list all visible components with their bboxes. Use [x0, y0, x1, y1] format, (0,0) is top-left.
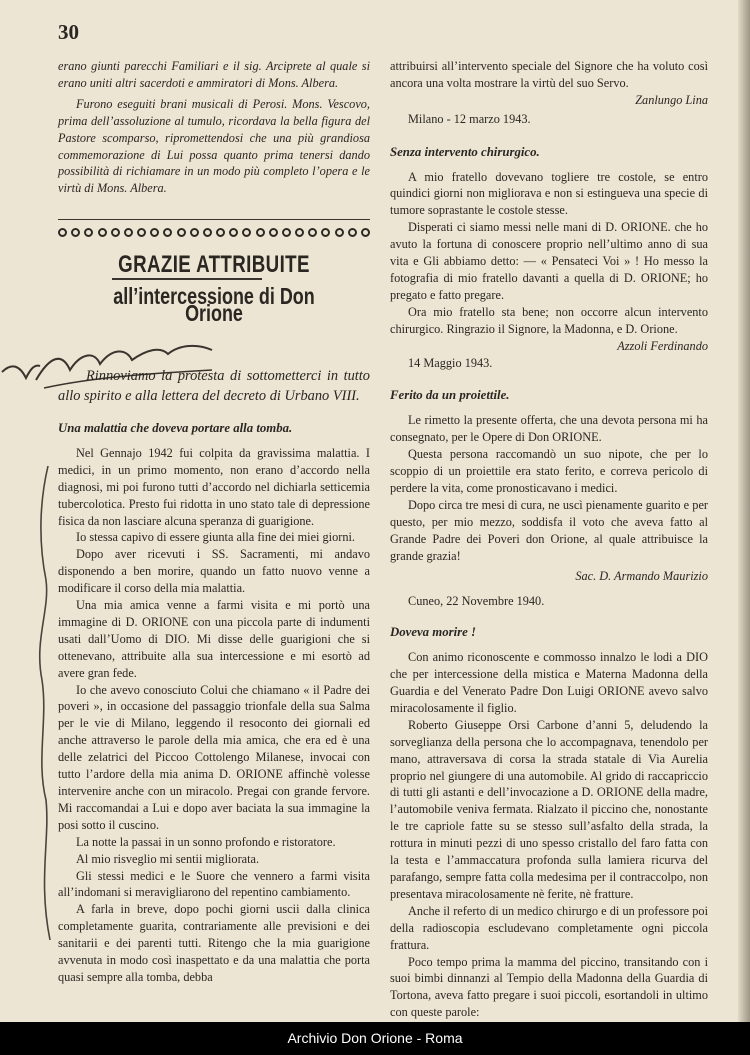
left-column	[58, 58, 370, 986]
paragraph: Con animo riconoscente e commosso innalzo le lodi a DIO che per intercessione della mistica e Materna Madonna della Guardia e del Venerato Padre Don Luigi ORIONE avevo salvo miracolosamente il figlio.	[390, 650, 708, 715]
section-title: Doveva morire !	[390, 625, 477, 640]
section-divider	[58, 219, 370, 220]
paragraph: Nel Gennajo 1942 fui colpita da gravissima malattia. I medici, in un primo momento, non erano d’accordo nella diagnosi, mi poi furono tutti d’accordo nel dichiarla setticemia tubercolotica. Presto fui ridotta in uno stato tale di depressione fisica da non lasciare alcuna speranza di guarigione.	[58, 445, 370, 528]
paragraph: Roberto Giuseppe Orsi Carbone d’anni 5, deludendo la sorveglianza della persona che lo accompagnava, tenendolo per mano, attraversava di corsa la strada statale di Via Aurelia proprio nel giungere di una automobile. Al grido di raccapriccio di tutti gli astanti e dell’invocazione a D. ORIONE della madre, l’automobile veniva fermata. Rialzato il piccino che, nonostante le tre capriole fatte su se stesso sull’asfalto della strada, la rottura in minuti pezzi di uno spesso cristallo del faro fatta con la testa e l’ammaccatura profonda sulla lamiera ricurva del parafango, sempre fatta colla medesima per il contraccolpo, non presentava miracolosamente nè ferite, nè fratture.	[390, 717, 708, 901]
margin-pencil-line-icon	[20, 460, 60, 960]
section-title: Senza intervento chirurgico.	[390, 144, 540, 159]
paragraph: Questa persona raccomandò un suo nipote, che per lo scoppio di un proiettile era stato ferito, e correva pericolo di perdere la vita, come pronosticavano i medici.	[390, 447, 708, 495]
right-column	[390, 58, 708, 1021]
paragraph: La notte la passai in un sonno profondo e ristoratore.	[76, 834, 336, 849]
paragraph: Anche il referto di un medico chirurgo e di un professore poi della radioscopia escludevano completamente ogni piccola frattura.	[390, 903, 708, 952]
intro-paragraph: erano giunti parecchi Familiari e il sig. Arciprete al quale si erano uniti altri sacerdoti e ammiratori di Mons. Albera.	[58, 59, 370, 90]
signature: Zanlungo Lina	[635, 92, 708, 107]
header-subtitle: all’intercessione di Don Orione	[113, 283, 315, 327]
paragraph: Dopo circa tre mesi di cura, ne uscì pienamente guarito e per questo, per mio mezzo, soddisfa il voto che aveva fatto al Grande Padre dei Poveri don Orione, al quale attribuisce la grande grazia!	[390, 497, 708, 563]
title-underline	[112, 278, 262, 280]
signature: Sac. D. Armando Maurizio	[575, 569, 708, 584]
paragraph: A farla in breve, dopo pochi giorni uscii dalla clinica completamente guarita, contrariamente alle previsioni e dei sanitarii e dei parenti tutti. Ritengo che la mia guarigione avvenuta in modo così inaspettato e da una malattia che porta quasi sempre alla tomba, debba	[58, 902, 370, 984]
ornamental-border	[58, 228, 370, 237]
dateline: 14 Maggio 1943.	[408, 355, 493, 370]
paragraph: Una mia amica venne a farmi visita e mi portò una immagine di D. ORIONE con una piccola parte di indumenti usati dall’Uomo di DIO. Mi disse delle guarigioni che si ottenevano, attribuite alla sua intercessione e mi esortò ad avere gran fede.	[58, 598, 370, 680]
section-title: Una malattia che doveva portare alla tomba.	[58, 420, 293, 435]
header-title: GRAZIE ATTRIBUITE	[118, 251, 310, 279]
paragraph: Le rimetto la presente offerta, che una devota persona mi ha consegnato, per le Opere di Don ORIONE.	[390, 413, 708, 445]
paragraph: A mio fratello dovevano togliere tre costole, se entro quindici giorni non miglioravа e non si estingueva una specie di tumore soprastante le costole stesse.	[390, 169, 708, 218]
page-edge	[738, 0, 750, 1055]
dateline: Cuneo, 22 Novembre 1940.	[408, 594, 545, 609]
paragraph: Ora mio fratello sta bene; non occorre alcun intervento chirurgico. Ringrazio il Signore, la Madonna, e D. Orione.	[390, 304, 708, 336]
intro-paragraph: Furono eseguiti brani musicali di Perosi. Mons. Vescovo, prima dell’assoluzione al tumulo, ricordava la bella figura del Pastore scomparso, ripromettendosi che una più grandiosa commemorazione di Lui possa quanto prima tenersi dando possibilità di richiamare in un modo più completo l’opera e le virtù di Mons. Albera.	[58, 96, 370, 196]
paragraph: Io stessa capivo di essere giunta alla fine dei miei giorni.	[76, 530, 355, 545]
archive-footer: Archivio Don Orione - Roma	[0, 1022, 750, 1055]
paragraph: Al mio risveglio mi sentii migliorata.	[76, 851, 260, 866]
dateline: Milano - 12 marzo 1943.	[408, 111, 531, 126]
section-title: Ferito da un proiettile.	[390, 388, 510, 403]
page-number: 30	[58, 20, 79, 44]
paragraph: Gli stessi medici e le Suore che vennero a farmi visita all’indomani si meravigliarono del repentino cambiamento.	[58, 868, 370, 900]
signature: Azzoli Ferdinando	[617, 338, 708, 353]
protest-statement: Rinnoviamo la protesta di sottometterci in tutto allo spirito e alla lettera del decreto di Urbano VIII.	[58, 367, 370, 404]
paragraph: Disperati ci siamo messi nelle mani di D. ORIONE. che ho avuto la fortuna di conoscere proprio nell’ultimo anno di sua vita e Gli abbiamo detto: — « Pensateci Voi » ! Ho messo la fotografia di mio fratello davanti a quella di D. ORIONE; ho pregato e fatto pregare.	[390, 220, 708, 302]
paragraph: Io che avevo conosciuto Colui che chiamano « il Padre dei poveri », in occasione del passaggio trionfale della sua Salma per le vie di Milano, leggendo il resoconto dei giornali ed anche attraverso le parole della mia amica, che era ed è una delle zelatrici del Piccoo Cottolengo Milanese, invocai con tutto l’ardore della mia anima D. ORIONE affinchè volesse intervenire anche con un miracolo. Pregai con grande fervore. Mi raccomandai a Lui e dopo aver baciata la sua immagine la posi sotto il cuscino.	[58, 682, 370, 832]
paragraph: attribuirsi all’intervento speciale del Signore che ha voluto così ancora una volta mostrare la virtù del suo Servo.	[390, 59, 708, 90]
paragraph: Dopo aver ricevuti i SS. Sacramenti, mi andavo disponendo a ben morire, quando un fatto nuovo venne a modificare il corso della mia malattia.	[58, 547, 370, 596]
paragraph: Poco tempo prima la mamma del piccino, transitando con i suoi bimbi dinnanzi al Tempio della Madonna della Guardia di Tortona, aveva fatto pregare i suoi piccoli, esortandoli in ultimo con queste parole:	[390, 954, 708, 1020]
